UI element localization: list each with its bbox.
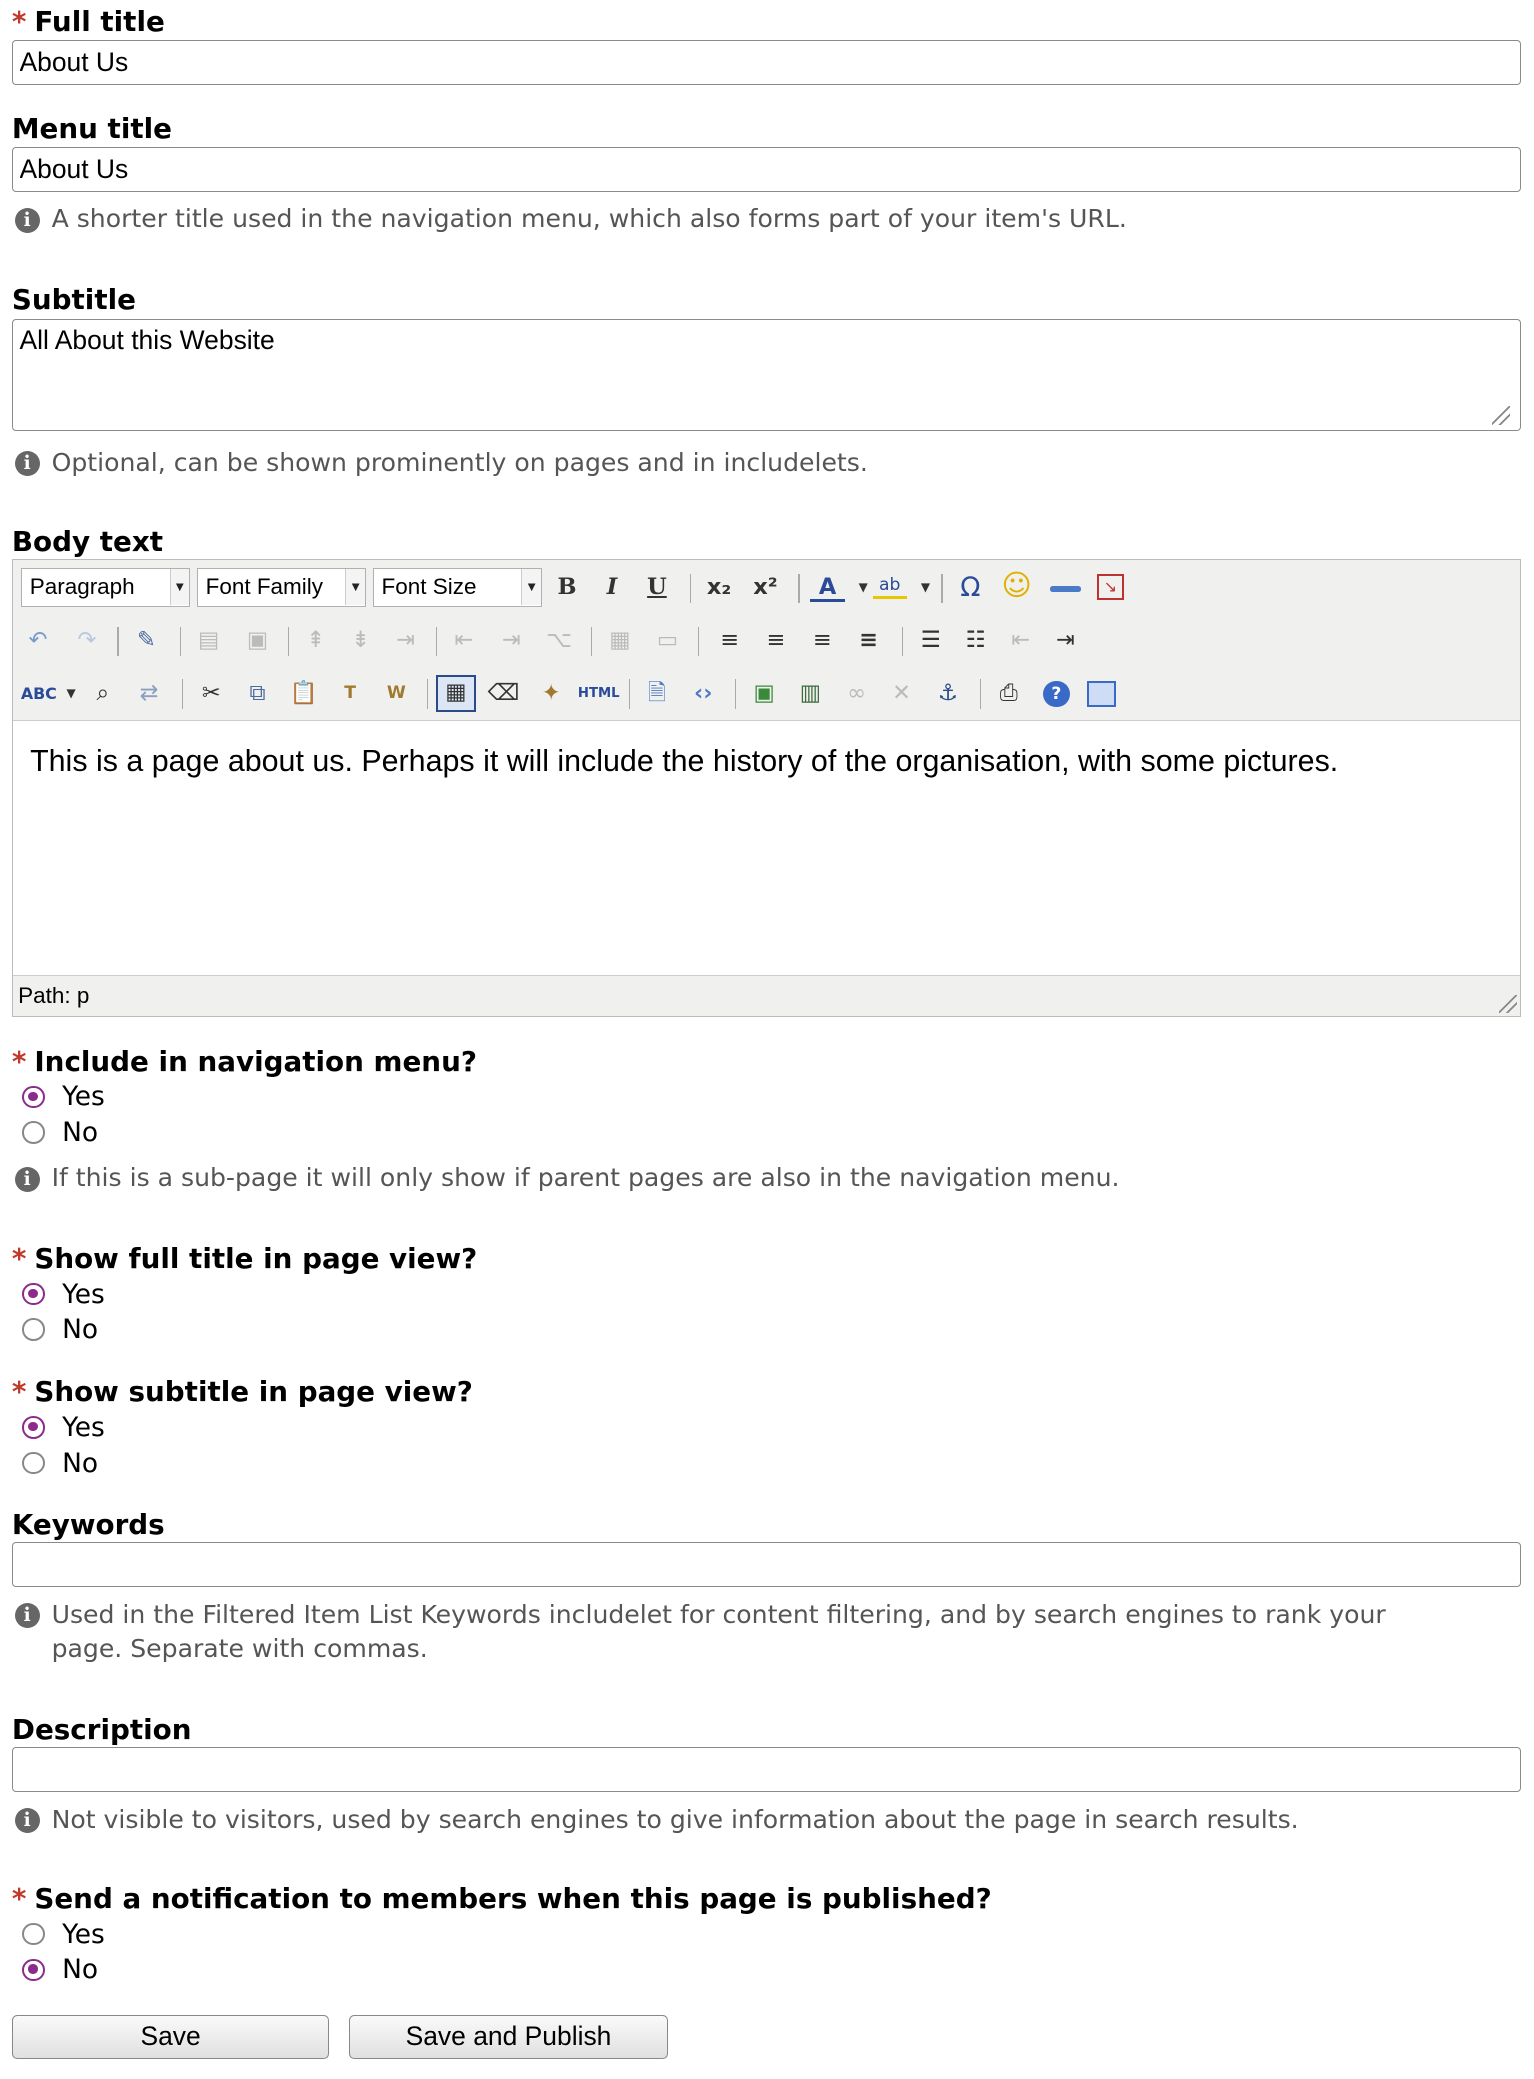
anchor-icon[interactable]: ⚓	[937, 680, 958, 707]
required-marker: *	[11, 1241, 27, 1275]
cleanup-icon[interactable]: ✦	[541, 680, 561, 707]
numbered-list-icon[interactable]: ☷	[965, 627, 986, 654]
info-icon: i	[15, 1603, 40, 1628]
include-nav-option-yes-text: Yes	[62, 1081, 105, 1113]
show-subtitle-label-text: Show subtitle in page view?	[34, 1375, 473, 1409]
resize-grip-icon[interactable]	[1492, 406, 1511, 425]
body-text-label: Body text	[11, 525, 164, 559]
redo-icon[interactable]: ↷	[77, 627, 97, 654]
paste-text-icon[interactable]: T	[344, 683, 356, 704]
menu-title-input[interactable]	[12, 147, 1521, 192]
toolbar-separator	[941, 574, 942, 603]
toolbar-separator	[117, 627, 118, 656]
toolbar-separator	[690, 574, 691, 603]
subtitle-hint	[15, 446, 868, 480]
editor-path-bar: Path: p	[13, 975, 1520, 1016]
delete-row-icon[interactable]: ⇥	[396, 627, 416, 654]
menu-title-hint-text: A shorter title used in the navigation menu, which also forms part of your item's URL.	[51, 204, 1127, 234]
format-select[interactable]	[21, 568, 190, 606]
toolbar-separator	[698, 627, 699, 656]
include-nav-label	[12, 1045, 477, 1079]
eraser-icon[interactable]: ⌫	[487, 680, 520, 707]
include-nav-hint	[15, 1161, 1120, 1195]
paste-word-icon[interactable]: W	[386, 683, 406, 704]
show-full-title-option-yes[interactable]	[22, 1278, 104, 1312]
toolbar-separator	[288, 627, 289, 656]
delete-col-icon[interactable]: ⌥	[546, 627, 573, 654]
chevron-down-icon: ▼	[170, 569, 190, 605]
font-size-select[interactable]	[373, 568, 542, 606]
replace-icon[interactable]: ⇄	[139, 680, 159, 707]
include-nav-option-no[interactable]	[22, 1116, 98, 1150]
toolbar-separator	[180, 627, 181, 656]
subtitle-label: Subtitle	[11, 283, 136, 316]
show-full-title-label-text: Show full title in page view?	[34, 1241, 478, 1275]
menu-title-hint	[15, 202, 1127, 236]
underline-button[interactable]: U	[647, 574, 667, 601]
required-marker: *	[11, 1375, 27, 1409]
toolbar-separator	[980, 679, 981, 708]
copy-icon[interactable]: ⧉	[249, 680, 266, 707]
code-icon[interactable]: ‹›	[693, 680, 713, 707]
show-full-title-option-yes-text: Yes	[62, 1278, 105, 1310]
chevron-down-icon: ▼	[345, 569, 365, 605]
toolbar-separator	[902, 627, 903, 656]
keywords-hint-line2: page. Separate with commas.	[51, 1633, 428, 1663]
chevron-down-icon[interactable]: ▼	[920, 580, 930, 595]
text-color-icon[interactable]: A	[810, 572, 844, 601]
radio-unselected[interactable]	[22, 1121, 44, 1143]
full-title-input[interactable]	[12, 40, 1521, 85]
italic-button[interactable]: I	[606, 574, 618, 601]
required-marker: *	[11, 5, 27, 39]
menu-title-label: Menu title	[11, 112, 172, 146]
table-cell-props-icon[interactable]: ▣	[246, 627, 269, 654]
info-icon: i	[15, 451, 40, 476]
show-subtitle-option-no-text: No	[62, 1447, 99, 1479]
align-left-icon[interactable]: ≡	[720, 627, 740, 654]
radio-unselected[interactable]	[22, 1452, 44, 1474]
subtitle-input[interactable]	[12, 319, 1521, 431]
include-nav-option-no-text: No	[62, 1117, 99, 1149]
align-center-icon[interactable]: ≡	[766, 627, 786, 654]
fullscreen-icon[interactable]	[1087, 681, 1116, 707]
description-hint	[15, 1803, 1299, 1837]
show-full-title-label	[12, 1242, 477, 1276]
info-icon: i	[15, 208, 40, 233]
col-after-icon[interactable]: ⇥	[502, 627, 521, 654]
keywords-hint	[15, 1598, 1386, 1632]
help-icon[interactable]: ?	[1043, 681, 1069, 707]
align-justify-icon[interactable]: ≡	[859, 627, 878, 654]
paste-icon[interactable]: 📋	[289, 680, 318, 707]
show-subtitle-option-yes-text: Yes	[62, 1412, 105, 1444]
col-before-icon[interactable]: ⇤	[454, 627, 474, 654]
image-icon[interactable]: ▣	[753, 680, 775, 707]
resize-grip-icon[interactable]	[1499, 995, 1518, 1014]
chevron-down-icon: ▼	[521, 569, 541, 605]
include-nav-label-text: Include in navigation menu?	[34, 1044, 477, 1078]
subscript-button[interactable]: x₂	[706, 574, 732, 601]
editor-toolbar	[13, 560, 1520, 721]
toolbar-separator	[591, 627, 592, 656]
show-subtitle-option-yes[interactable]	[22, 1411, 104, 1445]
save-button[interactable]: Save	[12, 2015, 329, 2059]
toolbar-separator	[798, 574, 799, 603]
description-label: Description	[11, 1712, 192, 1746]
merge-cells-icon[interactable]: ▭	[656, 627, 679, 654]
show-subtitle-label	[12, 1375, 473, 1409]
radio-unselected[interactable]	[22, 1923, 44, 1945]
indent-icon[interactable]: ⇥	[1056, 627, 1075, 654]
superscript-button[interactable]: x²	[753, 574, 778, 601]
row-before-icon[interactable]: ⇞	[306, 627, 326, 654]
radio-selected[interactable]	[22, 1416, 44, 1438]
radio-unselected[interactable]	[22, 1318, 44, 1340]
info-icon: i	[15, 1167, 40, 1192]
toolbar-separator	[735, 679, 736, 708]
keywords-label: Keywords	[11, 1507, 165, 1541]
toolbar-separator	[629, 679, 630, 708]
notify-option-no[interactable]	[22, 1953, 98, 1987]
media-icon[interactable]: ▥	[799, 680, 821, 707]
include-nav-option-yes[interactable]	[22, 1080, 104, 1114]
font-size-select-value: Font Size	[381, 574, 477, 600]
html-button[interactable]: HTML	[577, 686, 620, 702]
bullet-list-icon[interactable]: ☰	[920, 627, 941, 654]
font-family-select-value: Font Family	[205, 574, 323, 600]
notify-option-yes[interactable]	[22, 1918, 104, 1952]
table-icon[interactable]: ▦	[436, 675, 476, 712]
required-marker: *	[11, 1044, 27, 1078]
description-hint-text: Not visible to visitors, used by search engines to give information about the page in search results.	[51, 1804, 1299, 1834]
format-select-value: Paragraph	[29, 574, 135, 600]
show-subtitle-option-no[interactable]	[22, 1447, 98, 1481]
edit-css-icon[interactable]: ✎	[137, 627, 156, 654]
table-row-props-icon[interactable]: ▤	[197, 627, 220, 654]
notify-label-text: Send a notification to members when this page is published?	[34, 1881, 992, 1915]
notify-option-yes-text: Yes	[62, 1918, 105, 1950]
align-right-icon[interactable]: ≡	[812, 627, 832, 654]
show-full-title-option-no-text: No	[62, 1314, 99, 1346]
full-title-label	[12, 5, 165, 39]
chevron-down-icon[interactable]: ▼	[858, 580, 868, 595]
print-icon[interactable]: ⎙	[999, 680, 1018, 707]
outdent-icon[interactable]: ⇤	[1011, 627, 1031, 654]
editor-content[interactable]: This is a page about us. Perhaps it will include the history of the organisation, with some pictures.	[30, 744, 1339, 779]
notify-option-no-text: No	[62, 1954, 99, 1986]
cut-icon[interactable]: ✂	[201, 680, 221, 707]
full-title-label-text: Full title	[34, 5, 165, 39]
split-cells-icon[interactable]: ▦	[609, 627, 631, 654]
radio-selected[interactable]	[22, 1959, 44, 1981]
toolbar-separator	[436, 627, 437, 656]
rich-text-editor	[12, 559, 1521, 1017]
spellcheck-icon[interactable]: ABC	[20, 684, 57, 704]
insert-file-icon[interactable]: 🗎	[647, 680, 666, 707]
undo-icon[interactable]: ↶	[28, 627, 48, 654]
row-after-icon[interactable]: ⇟	[351, 627, 371, 654]
emoticon-icon[interactable]: ☺	[1001, 567, 1032, 602]
keywords-input[interactable]	[12, 1542, 1521, 1587]
link-icon[interactable]: ∞	[847, 680, 866, 707]
font-family-select[interactable]	[197, 568, 366, 606]
save-and-publish-button[interactable]: Save and Publish	[349, 2015, 668, 2059]
chevron-down-icon[interactable]: ▼	[66, 686, 76, 701]
unlink-icon[interactable]: ✕	[892, 680, 911, 707]
toolbar-separator	[182, 679, 183, 708]
description-input[interactable]	[12, 1747, 1521, 1792]
show-full-title-option-no[interactable]	[22, 1313, 98, 1347]
include-nav-hint-text: If this is a sub-page it will only show if parent pages are also in the navigation menu.	[51, 1163, 1120, 1193]
keywords-hint-line1: Used in the Filtered Item List Keywords includelet for content filtering, and by search engines to rank your	[51, 1599, 1386, 1629]
subtitle-hint-text: Optional, can be shown prominently on pages and in includelets.	[51, 447, 868, 477]
radio-selected[interactable]	[22, 1086, 44, 1108]
notify-label	[12, 1882, 992, 1916]
required-marker: *	[11, 1881, 27, 1915]
find-icon[interactable]: ⌕	[96, 680, 110, 707]
toolbar-separator	[427, 679, 428, 708]
nonbreaking-space-icon[interactable]: ↘	[1097, 574, 1123, 600]
radio-selected[interactable]	[22, 1283, 44, 1305]
horizontal-rule-icon[interactable]	[1050, 586, 1082, 593]
bold-button[interactable]: B	[557, 574, 577, 601]
highlight-color-icon[interactable]: ab	[873, 570, 907, 599]
info-icon: i	[15, 1808, 40, 1833]
special-character-icon[interactable]: Ω	[960, 572, 981, 604]
